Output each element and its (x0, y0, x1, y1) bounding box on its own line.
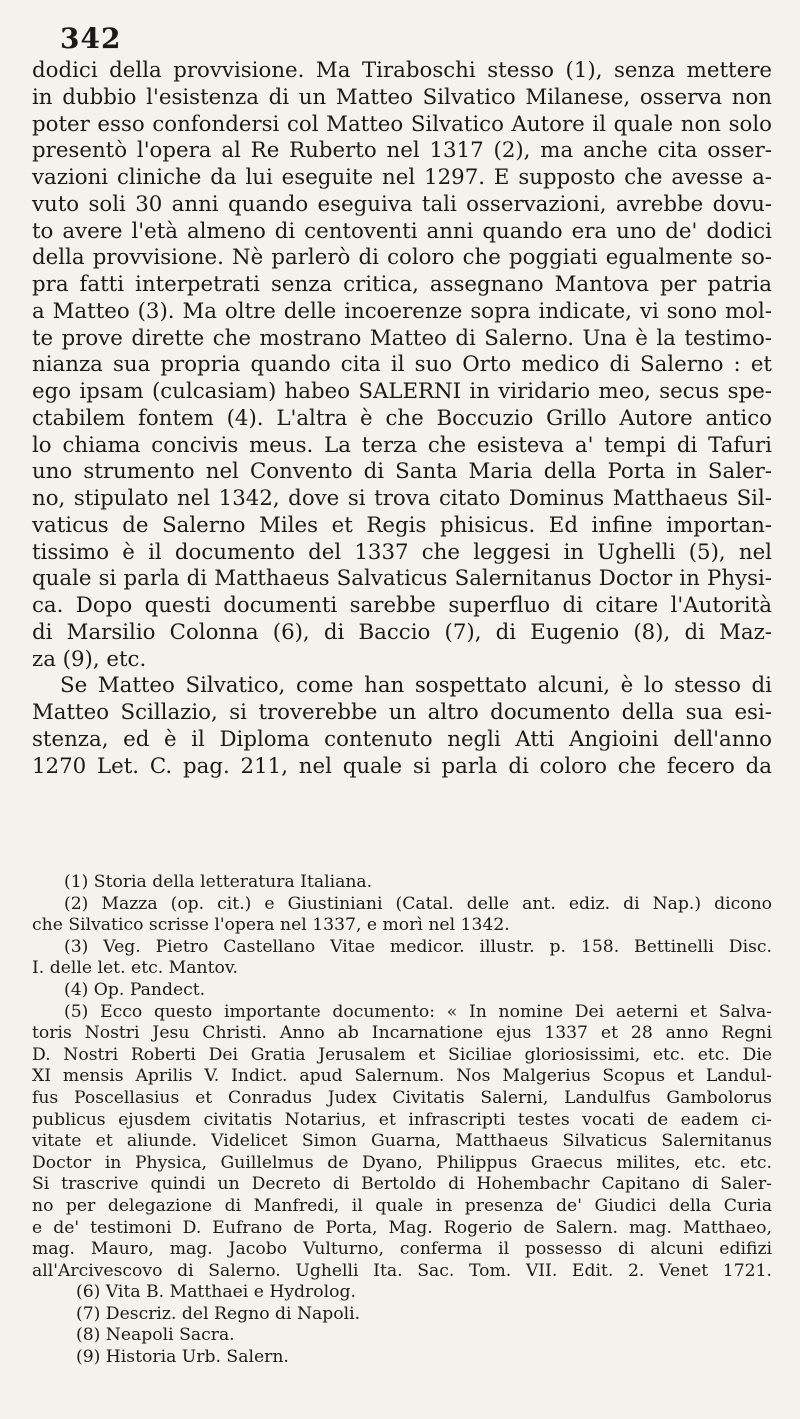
text-line: di Marsilio Colonna (6), di Baccio (7), di Eugenio (8), di Maz- (32, 619, 772, 645)
text-line: ca. Dopo questi documenti sarebbe superfluo di citare l'Autorità (32, 593, 772, 618)
text-line: stenza, ed è il Diploma contenuto negli Atti Angioini dell'anno (32, 726, 772, 752)
text-line: nianza sua propria quando cita il suo Orto medico di Salerno : et (32, 352, 772, 378)
text-line: quale si parla di Matthaeus Salvaticus Salernitanus Doctor in Physi- (32, 566, 772, 592)
text-line: Se Matteo Silvatico, come han sospettato alcuni, è lo stesso di (60, 673, 772, 699)
footnote-line: Doctor in Physica, Guillelmus de Dyano, Philippus Graecus milites, etc. etc. (32, 1152, 772, 1173)
text-line: poter esso confondersi col Matteo Silvatico Autore il quale non solo (32, 111, 772, 137)
text-line: dodici della provvisione. Ma Tiraboschi stesso (1), senza mettere (32, 58, 772, 83)
text-line: a Matteo (3). Ma oltre delle incoerenze sopra indicate, vi sono mol- (32, 298, 772, 324)
text-line: in dubbio l'esistenza di un Matteo Silvatico Milanese, osserva non (32, 84, 772, 110)
footnote-line: XI mensis Aprilis V. Indict. apud Salernum. Nos Malgerius Scopus et Landul- (32, 1066, 772, 1087)
text-line: vaticus de Salerno Miles et Regis phisicus. Ed infine importan- (32, 512, 772, 538)
text-line: uno strumento nel Convento di Santa Maria della Porta in Saler- (32, 459, 772, 485)
footnote-line: fus Poscellasius et Conradus Judex Civitatis Salerni, Landulfus Gambolorus (32, 1087, 772, 1108)
text-line: lo chiama concivis meus. La terza che esisteva a' tempi di Tafuri (32, 432, 772, 458)
footnote-line: (6) Vita B. Matthaei e Hydrolog. (76, 1282, 356, 1303)
footnote-line: Si trascrive quindi un Decreto di Bertoldo di Hohembachr Capitano di Saler- (32, 1174, 772, 1195)
text-line: ego ipsam (culcasiam) habeo SALERNI in viridario meo, secus spe- (32, 379, 772, 404)
text-line: za (9), etc. (32, 646, 147, 672)
text-line: pra fatti interpetrati senza critica, assegnano Mantova per patria (32, 272, 772, 297)
text-line: 1270 Let. C. pag. 211, nel quale si parla di coloro che fecero da (32, 753, 772, 779)
text-line: Matteo Scillazio, si troverebbe un altro documento della sua esi- (32, 700, 772, 725)
text-line: vazioni cliniche da lui eseguite nel 1297. E supposto che avesse a- (32, 165, 772, 190)
text-line: te prove dirette che mostrano Matteo di Salerno. Una è la testimo- (32, 325, 772, 351)
text-line: no, stipulato nel 1342, dove si trova citato Dominus Matthaeus Sil- (32, 486, 772, 511)
text-line: ctabilem fontem (4). L'altra è che Boccuzio Grillo Autore antico (32, 405, 772, 431)
footnote-line: che Silvatico scrisse l'opera nel 1337, e morì nel 1342. (32, 915, 510, 936)
text-line: presentò l'opera al Re Ruberto nel 1317 (2), ma anche cita osser- (32, 138, 772, 164)
footnote-line: all'Arcivescovo di Salerno. Ughelli Ita. Sac. Tom. VII. Edit. 2. Venet 1721. (32, 1260, 772, 1281)
footnote-line: I. delle let. etc. Mantov. (32, 958, 238, 979)
footnote-line: (3) Veg. Pietro Castellano Vitae medicor. illustr. p. 158. Bettinelli Disc. (64, 936, 772, 957)
footnote-line: publicus ejusdem civitatis Notarius, et infrascripti testes vocati de eadem ci- (32, 1109, 772, 1130)
footnote-line: (4) Op. Pandect. (64, 979, 206, 1000)
footnote-line: (8) Neapoli Sacra. (76, 1325, 235, 1346)
footnote-line: (2) Mazza (op. cit.) e Giustiniani (Catal. delle ant. ediz. di Nap.) dicono (64, 893, 772, 914)
footnote-line: vitate et aliunde. Videlicet Simon Guarna, Matthaeus Silvaticus Salernitanus (32, 1131, 772, 1152)
page-number: 342 (60, 22, 122, 55)
footnote-line: no per delegazione di Manfredi, il quale in presenza de' Giudici della Curia (32, 1195, 772, 1216)
footnote-line: (5) Ecco questo importante documento: « In nomine Dei aeterni et Salva- (64, 1001, 772, 1022)
text-line: vuto soli 30 anni quando eseguiva tali osservazioni, avrebbe dovu- (32, 191, 772, 217)
footnote-line: (9) Historia Urb. Salern. (76, 1347, 289, 1368)
footnote-line: toris Nostri Jesu Christi. Anno ab Incarnatione ejus 1337 et 28 anno Regni (32, 1023, 772, 1044)
footnote-line: (7) Descriz. del Regno di Napoli. (76, 1303, 361, 1324)
footnote-line: (1) Storia della letteratura Italiana. (64, 872, 373, 892)
text-line: della provvisione. Nè parlerò di coloro che poggiati egualmente so- (32, 245, 772, 271)
footnote-line: e de' testimoni D. Eufrano de Porta, Mag. Rogerio de Salern. mag. Matthaeo, (32, 1217, 772, 1238)
main-text (32, 58, 772, 780)
text-line: tissimo è il documento del 1337 che leggesi in Ughelli (5), nel (32, 539, 772, 565)
footnote-line: mag. Mauro, mag. Jacobo Vulturno, conferma il possesso di alcuni edifizi (32, 1239, 772, 1260)
text-line: to avere l'età almeno di centoventi anni quando era uno de' dodici (32, 218, 772, 244)
footnote-line: D. Nostri Roberti Dei Gratia Jerusalem et Siciliae gloriosissimi, etc. etc. Die (32, 1044, 772, 1065)
footnotes (32, 872, 772, 1369)
